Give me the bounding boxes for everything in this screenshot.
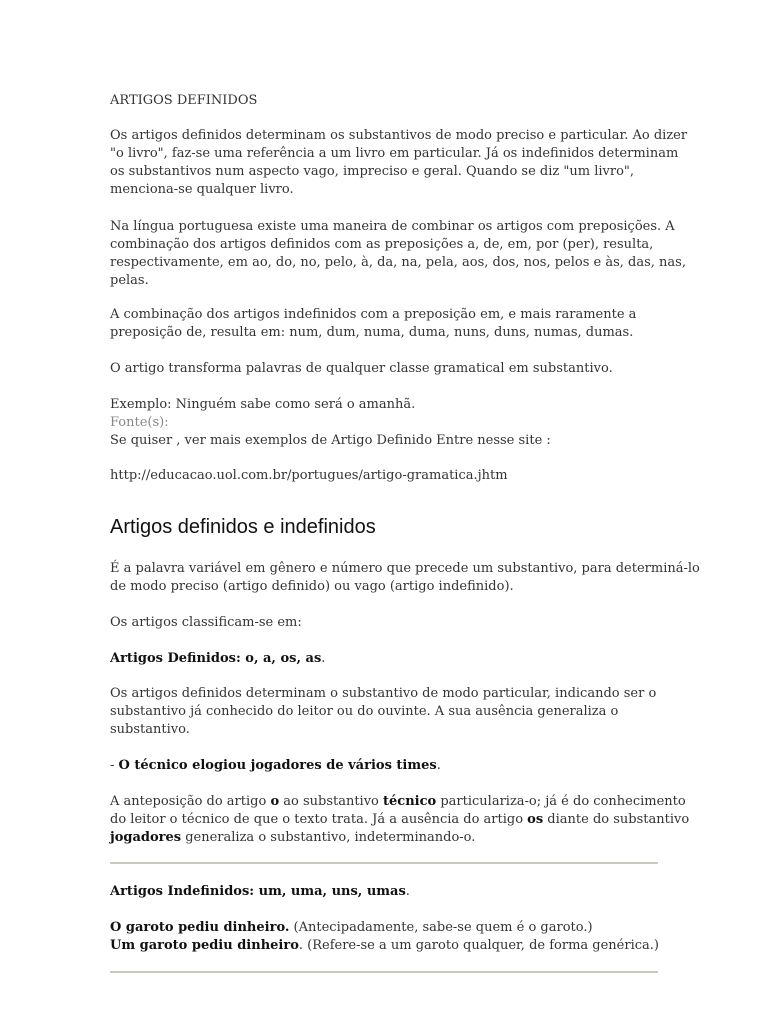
paragraph-line: A combinação dos artigos indefinidos com a preposição em, e mais raramente a [110,307,637,322]
paragraph-line: os substantivos num aspecto vago, impreciso e geral. Quando se diz "um livro", [110,164,635,179]
paragraph-line: "o livro", faz-se uma referência a um livro em particular. Já os indefinidos determinam [110,146,679,161]
paragraph-line: jogadores generaliza o substantivo, indeterminando-o. [110,830,476,845]
paragraph-line: substantivo já conhecido do leitor ou do ouvinte. A sua ausência generaliza o [110,704,619,719]
definite-articles-label: Artigos Definidos: o, a, os, as. [110,651,326,666]
example-line: Um garoto pediu dinheiro. (Refere-se a um garoto qualquer, de forma genérica.) [110,938,659,953]
divider [110,971,658,973]
divider [110,862,658,864]
paragraph-intro [110,560,700,596]
paragraph-line: pelas. [110,273,149,288]
paragraph-line: do leitor o técnico de que o texto trata. Já a ausência do artigo os diante do substantivo [110,812,690,827]
paragraph-anteposition [110,793,690,847]
paragraph-line: É a palavra variável em gênero e número que precede um substantivo, para determiná-lo [110,561,700,576]
paragraph-combination [110,218,686,290]
example-definite: - O técnico elogiou jogadores de vários times. [110,758,441,773]
paragraph-classification: Os artigos classificam-se em: [110,615,302,630]
paragraph-line: combinação dos artigos definidos com as preposições a, de, em, por (per), resulta, [110,237,654,252]
paragraph-line: A anteposição do artigo o ao substantivo técnico particulariza-o; já é do conhecimento [110,794,686,809]
section-title: ARTIGOS DEFINIDOS [110,93,258,108]
paragraph-line: de modo preciso (artigo definido) ou vago (artigo indefinido). [110,579,514,594]
indefinite-articles-label: Artigos Indefinidos: um, uma, uns, umas. [110,884,410,899]
source-url[interactable]: http://educacao.uol.com.br/portugues/artigo-gramatica.jhtm [110,468,508,483]
paragraph-line: preposição de, resulta em: num, dum, numa, duma, nuns, duns, numas, dumas. [110,325,634,340]
paragraph-indefinite-combination [110,306,670,342]
paragraph-definition [110,127,688,199]
page-heading: Artigos definidos e indefinidos [110,516,376,538]
paragraph-line: Os artigos definidos determinam o substantivo de modo particular, indicando ser o [110,686,657,701]
paragraph-definite-explanation [110,685,670,739]
examples-indefinite [110,919,670,955]
example-line: Exemplo: Ninguém sabe como será o amanhã. [110,397,416,412]
paragraph-line: Na língua portuguesa existe uma maneira de combinar os artigos com preposições. A [110,219,675,234]
paragraph-line: respectivamente, em ao, do, no, pelo, à, da, na, pela, aos, dos, nos, pelos e às, das, nas, [110,255,686,270]
paragraph-line: Os artigos definidos determinam os substantivos de modo preciso e particular. Ao dizer [110,128,688,143]
paragraph-line: substantivo. [110,722,190,737]
source-label: Fonte(s): [110,415,169,430]
example-line: O garoto pediu dinheiro. (Antecipadamente, sabe-se quem é o garoto.) [110,920,593,935]
source-text: Se quiser , ver mais exemplos de Artigo Definido Entre nesse site : [110,433,551,448]
example-block [110,396,670,450]
paragraph-transform: O artigo transforma palavras de qualquer classe gramatical em substantivo. [110,361,613,376]
paragraph-line: menciona-se qualquer livro. [110,182,294,197]
